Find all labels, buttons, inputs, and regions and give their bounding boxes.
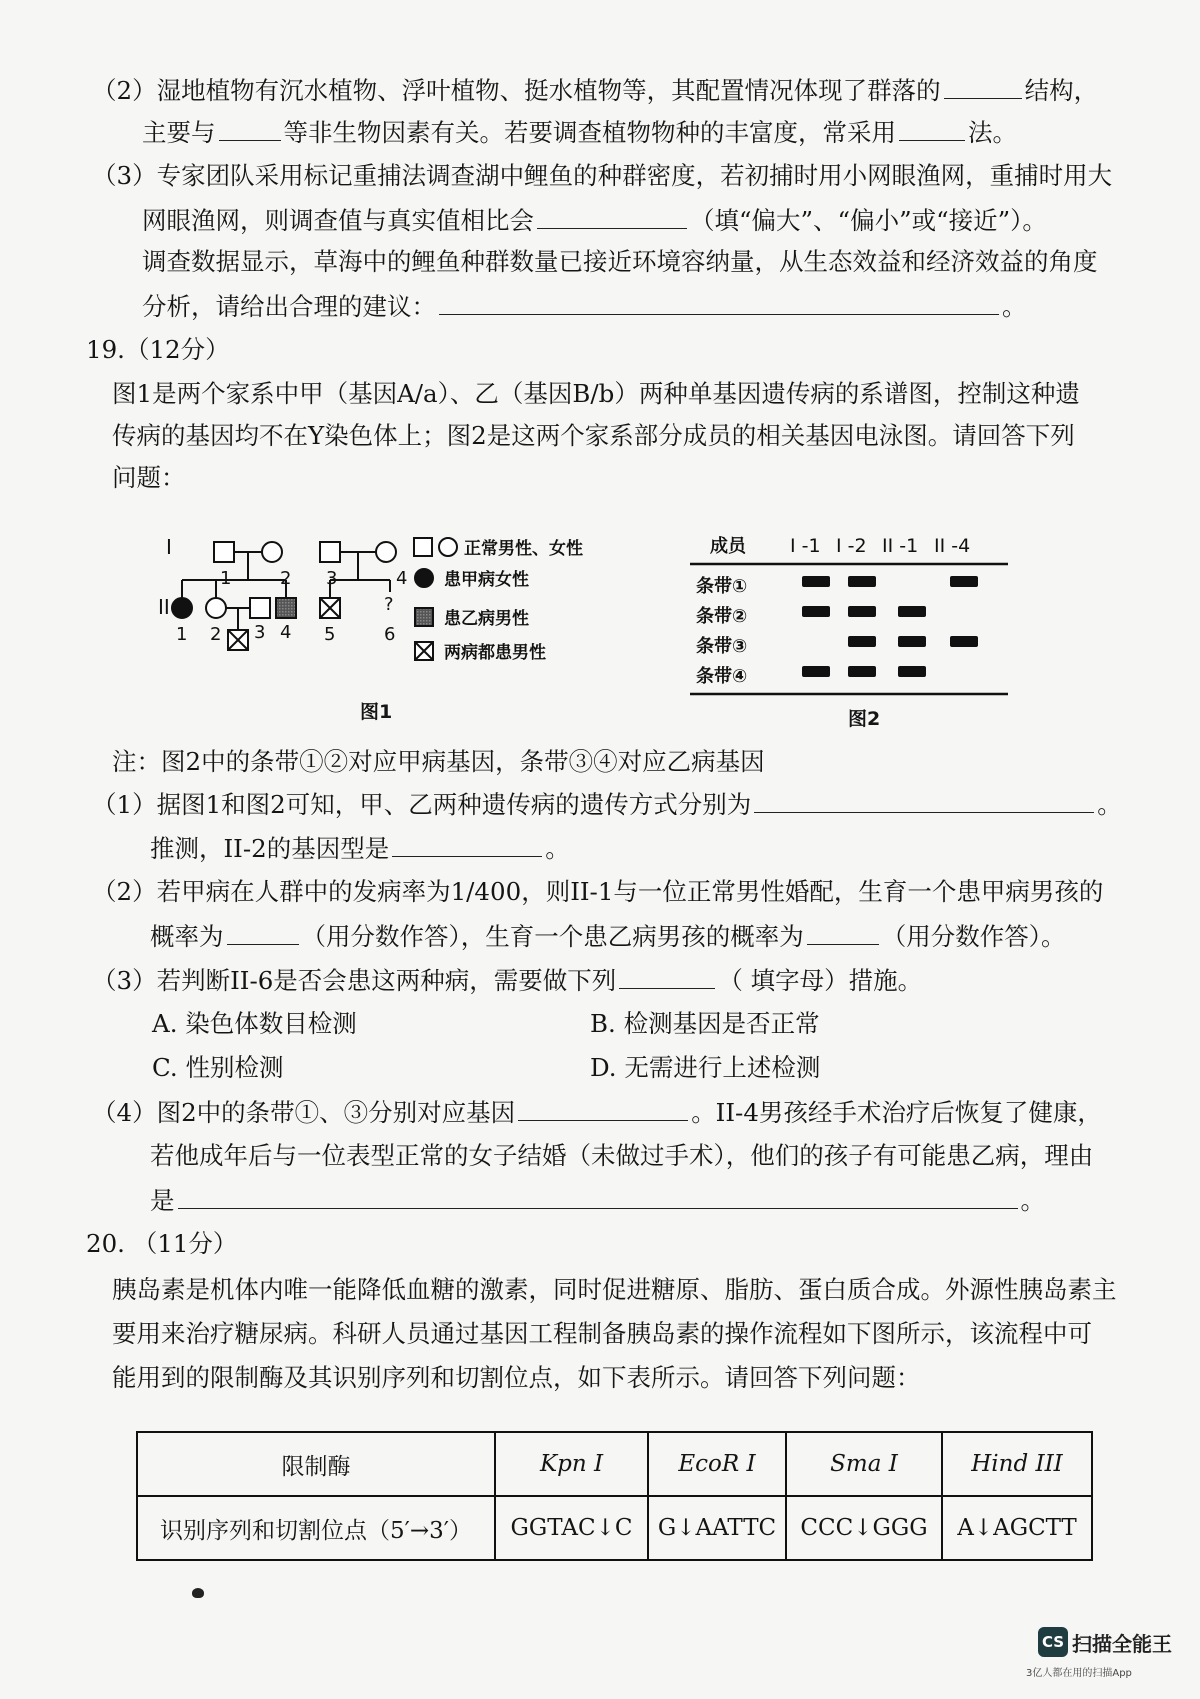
legend-affected-a-female-icon xyxy=(415,569,433,587)
answer-blank[interactable] xyxy=(392,830,542,857)
enzyme-name: Hind III xyxy=(942,1432,1092,1496)
q19-intro-line3: 问题： xyxy=(112,463,186,492)
svg-text:5: 5 xyxy=(324,624,336,645)
table-header-cell: 识别序列和切割位点（5′→3′） xyxy=(137,1496,495,1560)
gel-band xyxy=(898,636,926,647)
answer-blank[interactable] xyxy=(754,786,1094,813)
gel-member-label: I -1 xyxy=(790,535,821,557)
legend-normal-female-icon xyxy=(439,538,457,556)
q18-part2-line1: （2）湿地植物有沉水植物、浮叶植物、挺水植物等，其配置情况体现了群落的 结构， xyxy=(92,72,1098,109)
svg-text:患乙病男性: 患乙病男性 xyxy=(444,609,529,629)
q18-part2-line2: 主要与 等非生物因素有关。若要调查植物物种的丰富度，常采用 法。 xyxy=(142,114,1017,151)
gel-member-header: 成员 xyxy=(710,536,746,557)
watermark-name: 扫描全能王 xyxy=(1072,1631,1172,1656)
pedigree-I2-female xyxy=(262,542,282,562)
q19-s4-line1: （4）图2中的条带①、③分别对应基因 。II-4男孩经手术治疗后恢复了健康， xyxy=(92,1094,1102,1131)
figure1-caption: 图1 xyxy=(360,701,393,723)
table-header-cell: 限制酶 xyxy=(137,1432,495,1496)
svg-text:1: 1 xyxy=(220,568,232,589)
q19-s1-line1: （1）据图1和图2可知，甲、乙两种遗传病的遗传方式分别为 。 xyxy=(92,786,1122,823)
recognition-site: GGTAC↓C xyxy=(495,1496,648,1560)
q19-s2-line1: （2）若甲病在人群中的发病率为1/400，则II-1与一位正常男性婚配，生育一个患甲病男孩的 xyxy=(92,877,1104,906)
pedigree-II2-female xyxy=(206,598,226,618)
camscanner-logo-icon: CS xyxy=(1038,1627,1068,1657)
enzyme-name: Kpn I xyxy=(495,1432,648,1496)
answer-blank[interactable] xyxy=(899,114,965,141)
svg-text:1: 1 xyxy=(176,624,188,645)
enzyme-name: Sma I xyxy=(786,1432,942,1496)
answer-blank[interactable] xyxy=(944,72,1022,99)
answer-blank[interactable] xyxy=(518,1094,688,1121)
answer-blank[interactable] xyxy=(537,202,687,229)
q19-option-a[interactable]: A. 染色体数目检测 xyxy=(152,1009,357,1038)
gel-band xyxy=(848,606,876,617)
svg-text:4: 4 xyxy=(396,568,408,589)
legend-normal-male-icon xyxy=(414,538,432,556)
q19-header: 19.（12分） xyxy=(86,335,230,364)
svg-text:3: 3 xyxy=(254,622,266,643)
pedigree-II4-male-affected-b xyxy=(276,598,296,618)
restriction-enzyme-table xyxy=(136,1431,1093,1561)
gel-member-label: II -4 xyxy=(934,535,971,557)
gel-band xyxy=(950,636,978,647)
q18-part3-line2: 网眼渔网，则调查值与真实值相比会 （填“偏大”、“偏小”或“接近”）。 xyxy=(142,202,1047,239)
q19-option-b[interactable]: B. 检测基因是否正常 xyxy=(590,1009,820,1038)
pedigree-I3-male xyxy=(320,542,340,562)
legend-affected-b-male-icon xyxy=(415,608,433,626)
q20-line2: 要用来治疗糖尿病。科研人员通过基因工程制备胰岛素的操作流程如下图所示，该流程中可 xyxy=(112,1319,1092,1348)
gel-member-label: II -1 xyxy=(882,535,919,557)
gel-band-label: 条带① xyxy=(696,576,748,597)
svg-text:I: I xyxy=(166,535,172,559)
gel-band-label: 条带③ xyxy=(696,636,748,657)
svg-text:4: 4 xyxy=(280,622,292,643)
q20-header: 20. （11分） xyxy=(86,1229,238,1258)
q19-s4-line3: 是 。 xyxy=(150,1182,1045,1219)
gel-band xyxy=(898,606,926,617)
answer-blank[interactable] xyxy=(178,1182,1018,1209)
q19-s1-line2: 推测，II-2的基因型是 。 xyxy=(150,830,570,867)
answer-blank[interactable] xyxy=(807,918,879,945)
answer-blank[interactable] xyxy=(219,114,281,141)
gel-band xyxy=(802,606,830,617)
svg-text:3: 3 xyxy=(326,568,338,589)
svg-text:正常男性、女性: 正常男性、女性 xyxy=(464,539,583,559)
table-row xyxy=(137,1496,1092,1560)
q19-option-d[interactable]: D. 无需进行上述检测 xyxy=(590,1053,821,1082)
svg-text:患甲病女性: 患甲病女性 xyxy=(444,570,529,590)
figure2-caption: 图2 xyxy=(848,708,881,730)
q19-s3-line1: （3）若判断II-6是否会患这两种病，需要做下列 （ 填字母）措施。 xyxy=(92,962,922,999)
table-row xyxy=(137,1432,1092,1496)
answer-blank[interactable] xyxy=(439,288,999,315)
gel-band xyxy=(802,666,830,677)
pedigree-I4-female xyxy=(376,542,396,562)
q19-s2-line2: 概率为 （用分数作答），生育一个患乙病男孩的概率为 （用分数作答）。 xyxy=(150,918,1066,955)
gel-band xyxy=(898,666,926,677)
svg-text:2: 2 xyxy=(280,568,292,589)
q20-line3: 能用到的限制酶及其识别序列和切割位点，如下表所示。请回答下列问题： xyxy=(112,1363,921,1392)
electrophoresis-figure xyxy=(688,530,1018,700)
q18-part3-line4: 分析，请给出合理的建议： 。 xyxy=(142,288,1027,325)
svg-text:2: 2 xyxy=(210,624,222,645)
q20-line1: 胰岛素是机体内唯一能降低血糖的激素，同时促进糖原、脂肪、蛋白质合成。外源性胰岛素主 xyxy=(112,1275,1117,1304)
ink-mark xyxy=(192,1588,204,1598)
pedigree-I1-male xyxy=(214,542,234,562)
pedigree-II3-male xyxy=(250,598,270,618)
svg-text:?: ? xyxy=(384,594,394,615)
svg-text:6: 6 xyxy=(384,624,396,645)
watermark-tagline: 3亿人都在用的扫描App xyxy=(1026,1668,1132,1679)
svg-text:两病都患男性: 两病都患男性 xyxy=(444,643,546,663)
gel-band xyxy=(848,666,876,677)
q19-intro-line1: 图1是两个家系中甲（基因A/a）、乙（基因B/b）两种单基因遗传病的系谱图，控制这种遗 xyxy=(112,379,1080,408)
q19-intro-line2: 传病的基因均不在Y染色体上；图2是这两个家系部分成员的相关基因电泳图。请回答下列 xyxy=(112,421,1075,450)
q19-note: 注：图2中的条带①②对应甲病基因，条带③④对应乙病基因 xyxy=(112,747,765,776)
gel-band xyxy=(802,576,830,587)
gel-band-label: 条带② xyxy=(696,606,748,627)
gel-band-label: 条带④ xyxy=(696,666,748,687)
svg-text:II: II xyxy=(158,595,170,619)
pedigree-II1-female-affected-a xyxy=(172,598,192,618)
enzyme-name: EcoR I xyxy=(648,1432,786,1496)
gel-band xyxy=(848,576,876,587)
q18-part3-line3: 调查数据显示，草海中的鲤鱼种群数量已接近环境容纳量，从生态效益和经济效益的角度 xyxy=(142,247,1098,276)
gel-band xyxy=(950,576,978,587)
q19-s4-line2: 若他成年后与一位表型正常的女子结婚（未做过手术），他们的孩子有可能患乙病，理由 xyxy=(150,1141,1094,1170)
pedigree-figure xyxy=(150,530,650,690)
scanner-watermark xyxy=(1026,1626,1172,1679)
recognition-site: G↓AATTC xyxy=(648,1496,786,1560)
gel-member-label: I -2 xyxy=(836,535,867,557)
answer-blank[interactable] xyxy=(619,962,715,989)
answer-blank[interactable] xyxy=(227,918,299,945)
q19-option-c[interactable]: C. 性别检测 xyxy=(152,1053,284,1082)
recognition-site: A↓AGCTT xyxy=(942,1496,1092,1560)
gel-band xyxy=(848,636,876,647)
q18-part3-line1: （3）专家团队采用标记重捕法调查湖中鲤鱼的种群密度，若初捕时用小网眼渔网，重捕时用大 xyxy=(92,161,1113,190)
recognition-site: CCC↓GGG xyxy=(786,1496,942,1560)
